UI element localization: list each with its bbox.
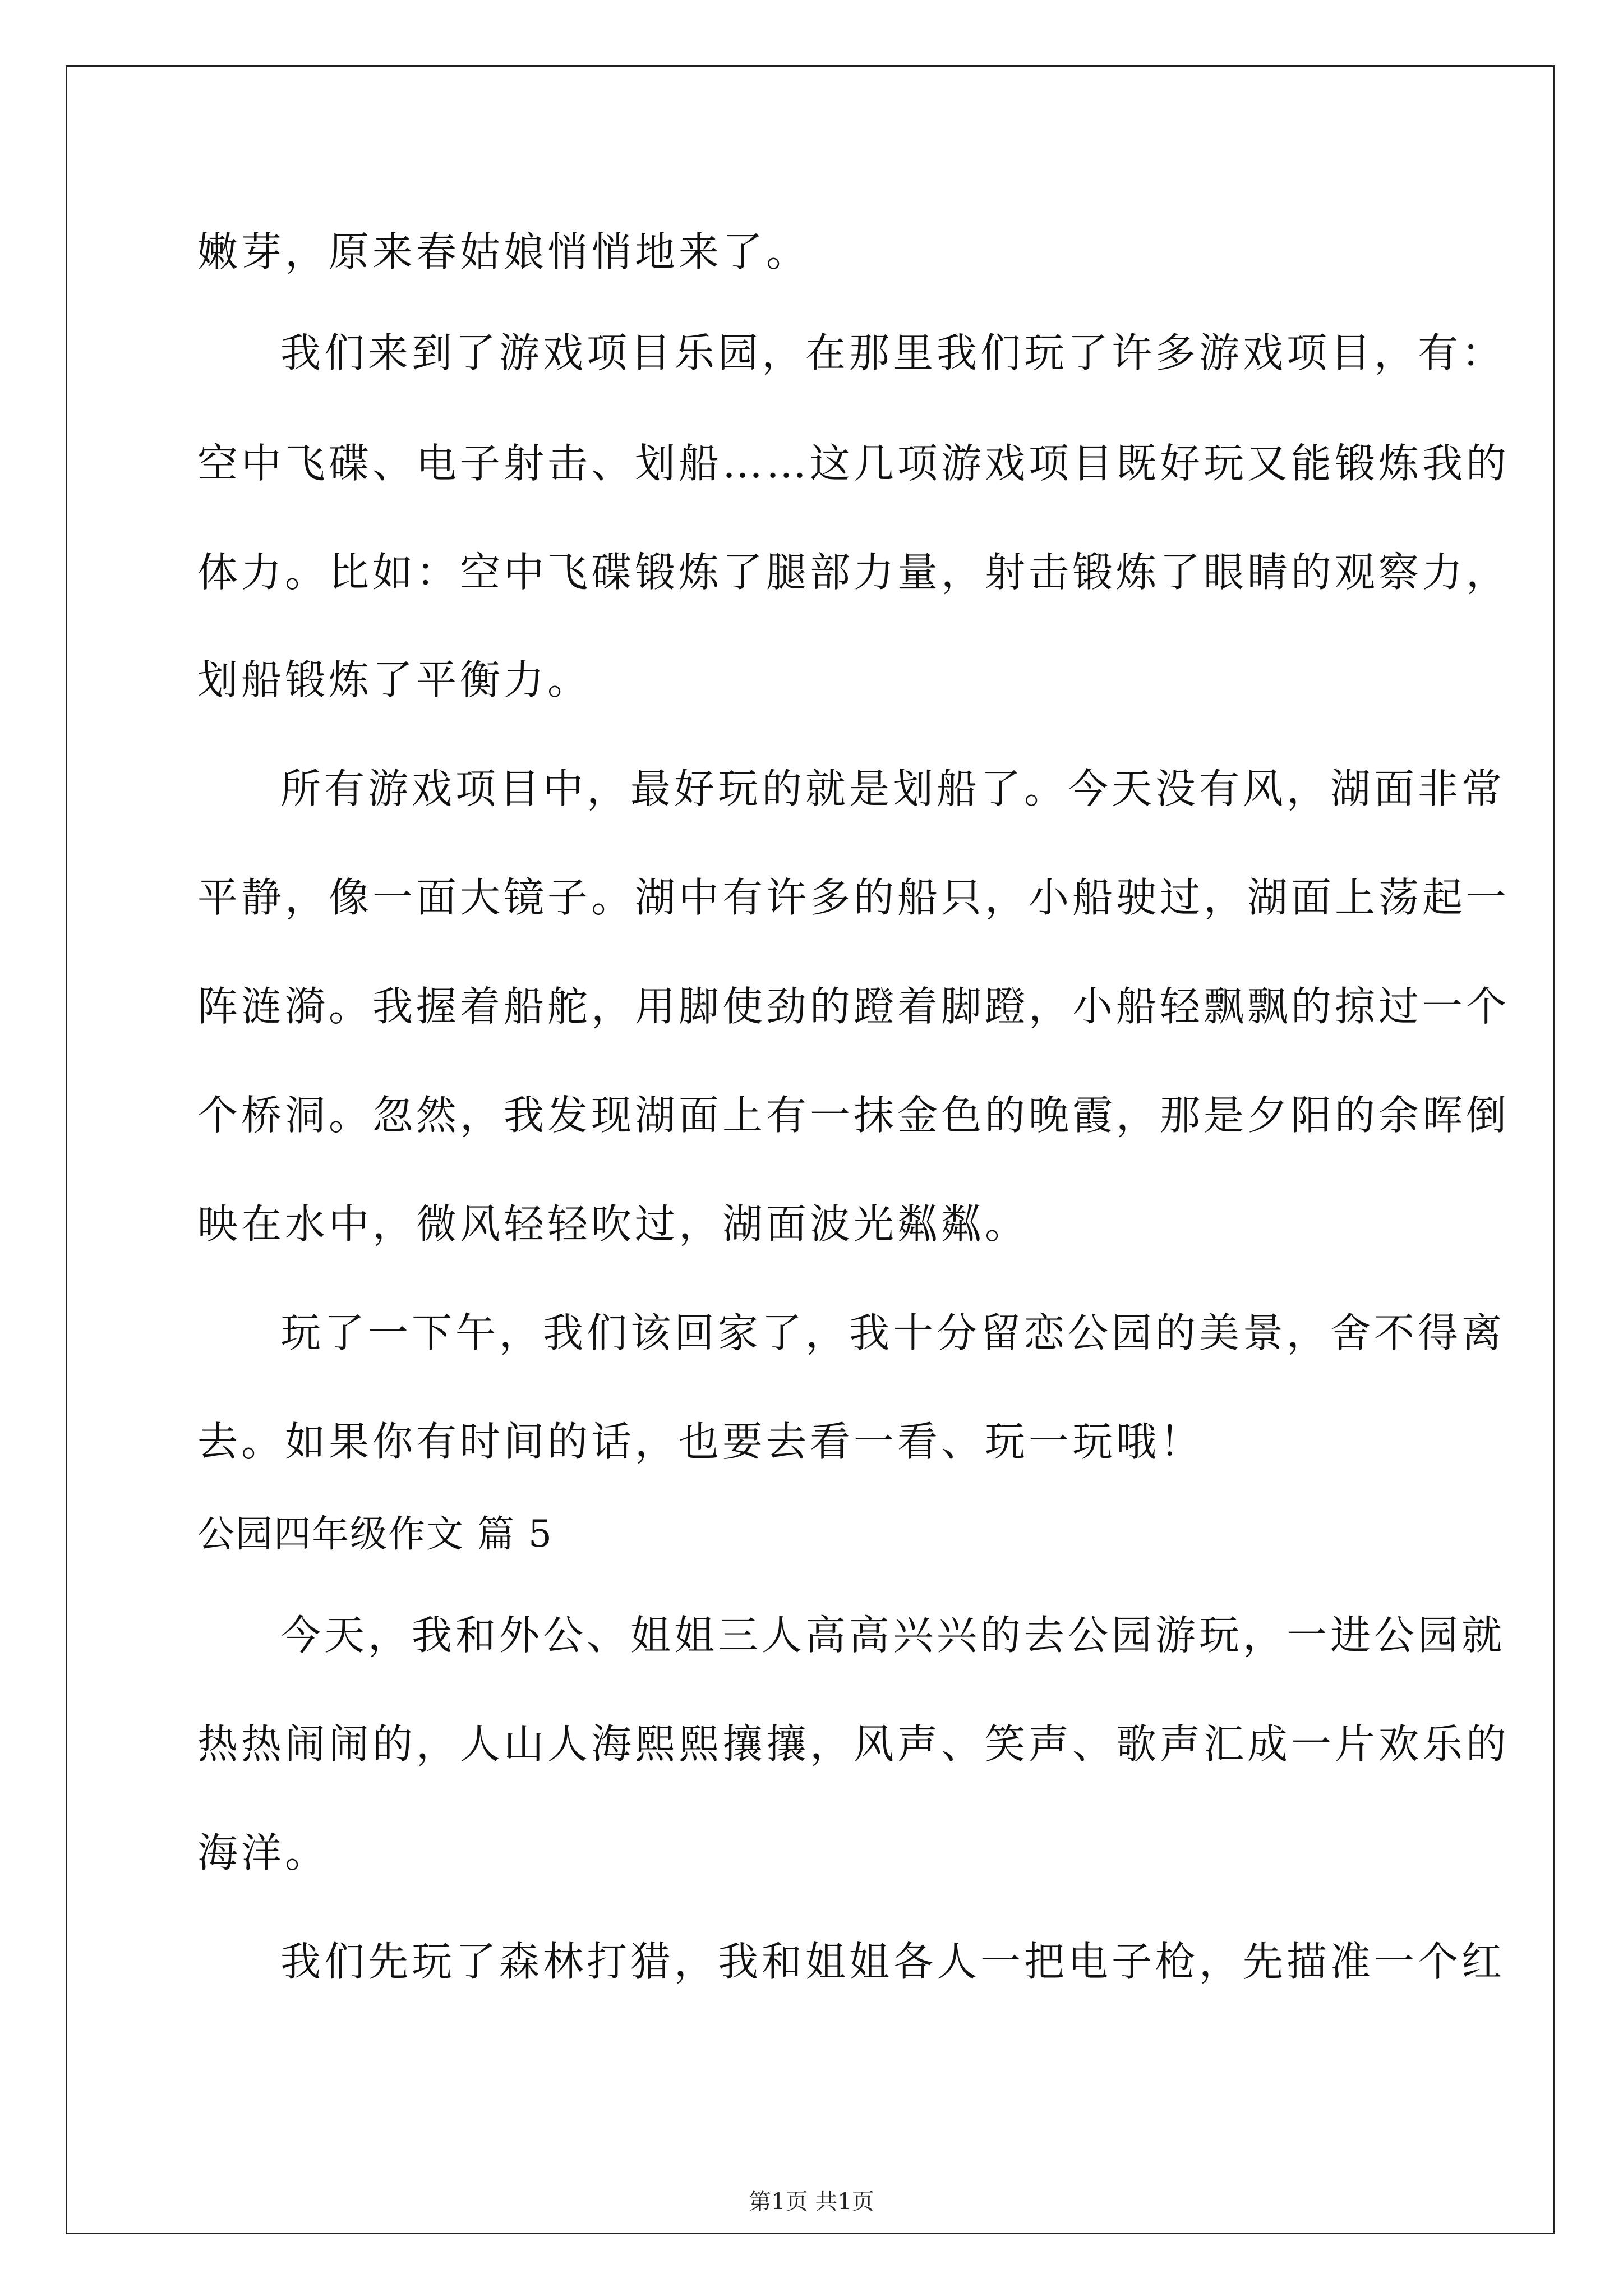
paragraph-first-line: 玩了一下午，我们该回家了，我十分留恋公园的美景，舍不得离 [280,1309,1506,1356]
paragraph-first-line: 今天，我和外公、姐姐三人高高兴兴的去公园游玩，一进公园就 [280,1612,1506,1659]
paragraph-first-line: 我们来到了游戏项目乐园，在那里我们玩了许多游戏项目，有： [280,329,1506,376]
paragraph-first-line: 所有游戏项目中，最好玩的就是划船了。今天没有风，湖面非常 [280,765,1506,812]
page-border [66,65,1555,2234]
page-footer: 第1页 共1页 [749,2189,874,2215]
text-line: 空中飞碟、电子射击、划船……这几项游戏项目既好玩又能锻炼我的 [197,440,1510,487]
section-heading: 公园四年级作文 篇 5 [197,1512,553,1556]
text-line: 划船锻炼了平衡力。 [197,656,592,703]
text-line: 阵涟漪。我握着船舵，用脚使劲的蹬着脚蹬，小船轻飘飘的掠过一个 [197,983,1510,1030]
text-line: 映在水中，微风轻轻吹过，湖面波光粼粼。 [197,1200,1029,1248]
text-line: 去。如果你有时间的话，也要去看一看、玩一玩哦！ [197,1418,1204,1465]
text-line: 体力。比如：空中飞碟锻炼了腿部力量，射击锻炼了眼睛的观察力， [197,549,1510,596]
text-line: 个桥洞。忽然，我发现湖面上有一抹金色的晚霞，那是夕阳的余晖倒 [197,1092,1510,1139]
paragraph-first-line: 我们先玩了森林打猎，我和姐姐各人一把电子枪，先描准一个红 [280,1938,1506,1985]
text-line: 热热闹闹的，人山人海熙熙攘攘，风声、笑声、歌声汇成一片欢乐的 [197,1720,1510,1768]
text-line: 平静，像一面大镜子。湖中有许多的船只，小船驶过，湖面上荡起一 [197,874,1510,921]
text-line: 嫩芽，原来春姑娘悄悄地来了。 [197,228,810,275]
text-line: 海洋。 [197,1829,329,1876]
